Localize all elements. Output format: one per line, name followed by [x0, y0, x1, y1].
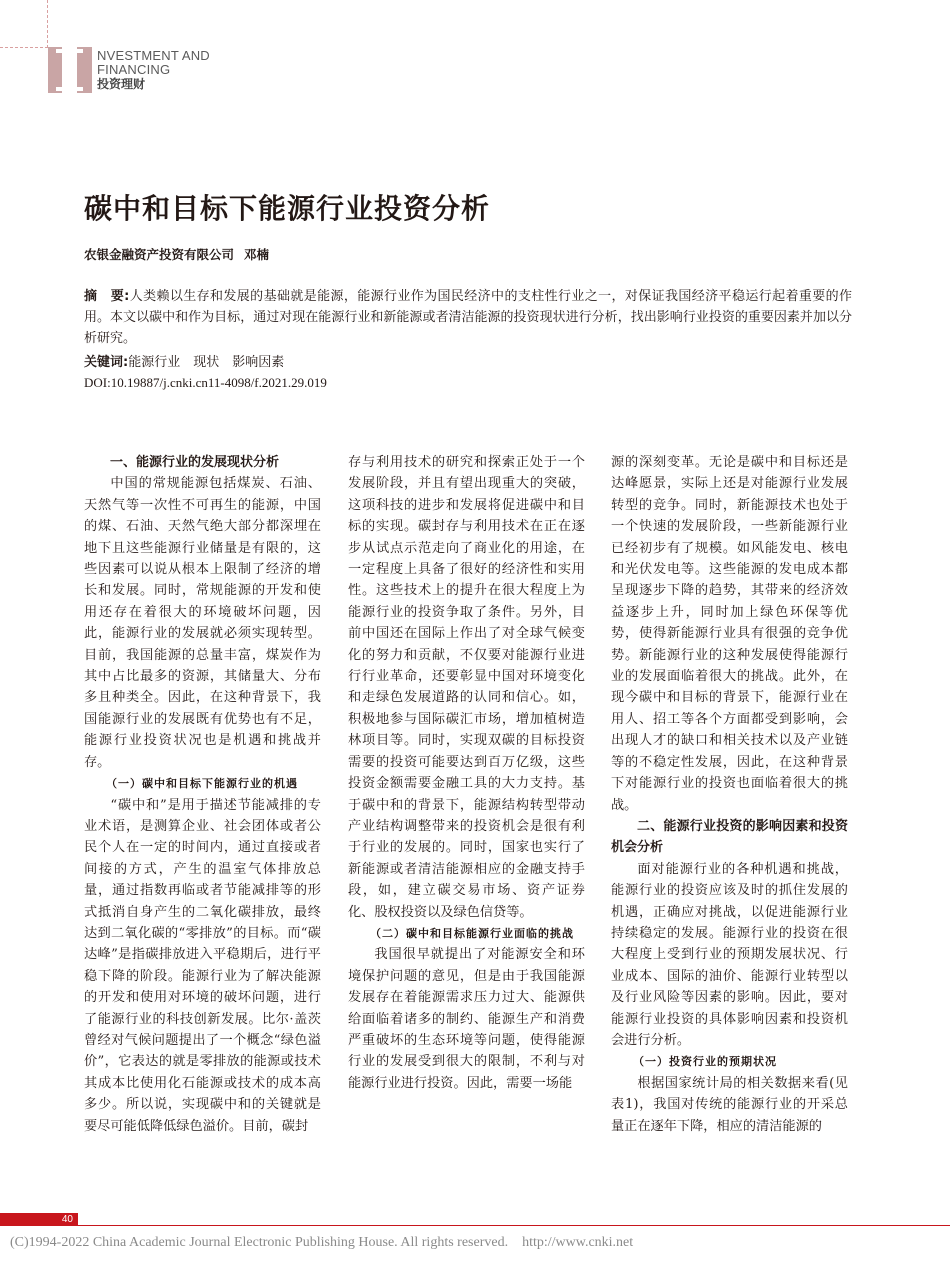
journal-logo-icon	[48, 47, 92, 93]
paragraph: 我国很早就提出了对能源安全和环境保护问题的意见，但是由于我国能源发展存在着能源需求压力过大、能源供给面临着诸多的制约、能源生产和消费严重破坏的生态环境等问题，使得能源行业的发展受到很大的限制，不利与对能源行业进行投资。因此，需要一场能	[348, 947, 585, 1091]
paragraph: 存与利用技术的研究和探索正处于一个发展阶段，并且有望出现重大的突破，这项科技的进步和发展将促进碳中和目标的实现。碳封存与利用技术在正在逐步从试点示范走向了商业化的用途，在一定程度上具备了很好的经济性和实用性。这些技术上的提升在很大程度上为能源行业的投资争取了条件。另外，目前中国还在国际上作出了对全球气候变化的努力和贡献，不仅要对能源行业进行行业革命，还要彰显中国对环境变化和走绿色发展道路的认同和信心。如，积极地参与国际碳汇市场，增加植树造林项目等。同时，实现双碳的目标投资需要的投资可能要达到百万亿级，这些投资金额需要金融工具的大力支持。基于碳中和的背景下，能源结构转型带动产业结构调整带来的投资机会是很有利于行业的发展的。同时，国家也实行了新能源或者清洁能源相应的金融支持手段，如，建立碳交易市场、资产证券化、股权投资以及绿色信贷等。	[348, 455, 585, 920]
abstract-label: 摘 要:	[84, 289, 130, 304]
keywords	[84, 353, 284, 373]
body-column-3	[611, 452, 848, 1137]
logo-en-line-2: FINANCING	[97, 62, 171, 77]
crop-mark	[0, 0, 48, 48]
section-heading: 二、能源行业投资的影响因素和投资机会分析	[611, 818, 848, 856]
logo-en-line-1: NVESTMENT AND	[97, 48, 210, 63]
abstract	[84, 286, 852, 349]
abstract-text: 人类赖以生存和发展的基础就是能源，能源行业作为国民经济中的支柱性行业之一，对保证我国经济平稳运行起着重要的作用。本文以碳中和作为目标，通过对现在能源行业和新能源或者清洁能源的投资现状进行分析，找出影响行业投资的重要因素并加以分析研究。	[84, 289, 852, 346]
body-column-1	[84, 452, 321, 1137]
paragraph: 源的深刻变革。无论是碳中和目标还是达峰愿景，实际上还是对能源行业发展转型的竞争。同时，新能源技术也处于一个快速的发展阶段，一些新能源行业已经初步有了规模。如风能发电、核电和光伏发电等。这些能源的发电成本都呈现逐步下降的趋势，其带来的经济效益逐步上升，同时加上绿色环保等优势，使得新能源行业具有很强的竞争优势。新能源行业的这种发展使得能源行业的发展面临着很大的挑战。此外，在现今碳中和目标的背景下，能源行业在用人、招工等各个方面都受到影响，会出现人才的缺口和相关技术以及产业链等的不稳定性发展，因此，在这种背景下对能源行业的投资也面临着很大的挑战。	[611, 455, 848, 813]
copyright-notice: (C)1994-2022 China Academic Journal Electronic Publishing House. All rights reserved. http://www.cnki.net	[10, 1235, 634, 1250]
affiliation: 农银金融资产投资有限公司	[84, 247, 235, 262]
author-name: 邓楠	[244, 247, 270, 262]
paragraph: 面对能源行业的各种机遇和挑战，能源行业的投资应该及时的抓住发展的机遇，正确应对挑战，以促进能源行业持续稳定的发展。能源行业的投资在很大程度上受到行业的预期发展状况、行业成本、国际的油价、能源行业转型以及行业风险等因素的影响。因此，要对能源行业投资的具体影响因素和投资机会进行分析。	[611, 861, 848, 1048]
journal-logo-text	[97, 49, 210, 91]
section-heading: 一、能源行业的发展现状分析	[110, 455, 280, 470]
doi: DOI:10.19887/j.cnki.cn11-4098/f.2021.29.019	[84, 375, 327, 390]
article-title: 碳中和目标下能源行业投资分析	[84, 192, 491, 225]
subsection-heading: （二）碳中和目标能源行业面临的挑战	[370, 926, 574, 940]
subsection-heading: （一）投资行业的预期状况	[633, 1055, 777, 1069]
paragraph: 中国的常规能源包括煤炭、石油、天然气等一次性不可再生的能源，中国的煤、石油、天然气绝大部分都深埋在地下且这些能源行业储量是有限的，这些因素可以说从根本上限制了经济的增长和发展。同时，常规能源的开发和使用还存在着很大的环境破坏问题，因此，能源行业的发展就必须实现转型。目前，我国能源的总量丰富，煤炭作为其中占比最多的资源，其储量大、分布多且种类全。因此，在这种背景下，我国能源行业的发展既有优势也有不足，能源行业投资状况也是机遇和挑战并存。	[84, 476, 321, 770]
logo-zh: 投资理财	[97, 77, 146, 91]
page-number-tab	[0, 1213, 78, 1226]
keywords-label: 关键词:	[84, 355, 129, 370]
paragraph: 根据国家统计局的相关数据来看(见表1)，我国对传统的能源行业的开采总量正在逐年下降，相应的清洁能源的	[611, 1075, 848, 1134]
author-line	[84, 245, 269, 263]
paragraph: “碳中和”是用于描述节能减排的专业术语，是测算企业、社会团体或者公民个人在一定的时间内，通过直接或者间接的方式，产生的温室气体排放总量，通过指数再临或者节能减排等的形式抵消自身产生的二氧化碳排放，最终达到二氧化碳的“零排放”的目标。而“碳达峰”是指碳排放进入平稳期后，进行平稳下降的阶段。能源行业为了解决能源的开发和使用对环境的破坏问题，进行了能源行业的科技创新发展。比尔·盖茨曾经对气候问题提出了一个概念“绿色溢价”，它表达的就是零排放的能源或技术其成本比使用化石能源或技术的成本高多少。所以说，实现碳中和的关键就是要尽可能低降低绿色溢价。目前，碳封	[84, 797, 321, 1134]
body-column-2	[348, 452, 585, 1094]
keywords-text: 能源行业 现状 影响因素	[128, 355, 285, 370]
subsection-heading: （一）碳中和目标下能源行业的机遇	[106, 777, 298, 791]
page-number: 40	[61, 1214, 73, 1225]
footer-rule	[78, 1225, 950, 1226]
